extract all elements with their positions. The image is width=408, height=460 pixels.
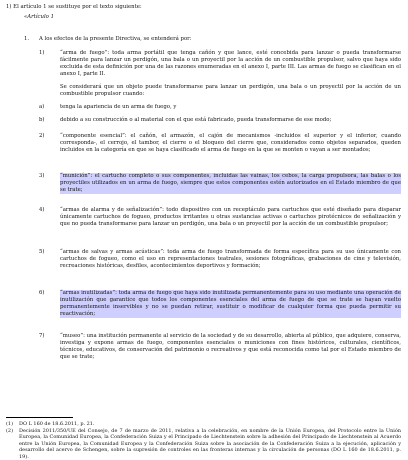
footnote-2-text: Decisión 2011/350/UE del Consejo, de 7 de marzo de 2011, relativa a la celebración, en nombre de la Unión Europea, del Protocolo entre la Unión Europea, la Comunidad Europea, la Confederación Suiza y el Principado de Liechtenstein sobre la adhesión del Principado de Liechtenstein al Acuerdo entre la Unión Europea, la Comunidad Europea y la Confederación Suiza sobre la asociación de la Confederación Suiza a la ejecución, aplicación y desarrollo del acervo de Schengen, sobre la supresión de controles en las fronteras internas y la circulación de personas (DO L 160 de 18.6.2011, p. 19).	[19, 428, 401, 460]
item-text-b: debido a su construcción o al material con el que está fabricado, pueda transformarse de ese modo;	[60, 117, 332, 123]
footnote-separator	[6, 417, 73, 418]
footnote-1	[6, 421, 401, 427]
item-text-6: “armas inutilizadas”: toda arma de fuego que haya sido inutilizada permanentemente para su uso mediante una operación de inutilización que garantice que todos los componentes esenciales del arma de fuego de que se trate se hayan vuelto permanentemente inservibles y no se puedan retirar, sustituir o modificar de cualquier forma que pueda permitir su reactivación;	[60, 290, 401, 318]
footnote-1-number: (1)	[6, 421, 13, 427]
item-text-3: “munición”: el cartucho completo o sus componentes, incluidas las vainas, los cebos, la carga propulsora, las balas o los proyectiles utilizados en un arma de fuego, siempre que estos componentes estén autorizados en el Estado miembro de que se trate;	[60, 173, 401, 194]
item-text-1: “arma de fuego”: toda arma portátil que tenga cañón y que lance, esté concebida para lanzar o pueda transformarse fácilmente para lanzar un perdigón, una bala o un proyectil por la acción de un combustible propulsor, salvo que haya sido excluida de esta definición por una de las razones enumeradas en el anexo I, parte III. Las armas de fuego se clasifican en el anexo I, parte II.	[60, 50, 401, 78]
item-continuation-1: Se considerará que un objeto puede transformarse para lanzar un perdigón, una bala o un proyectil por la acción de un combustible propulsor cuando:	[60, 84, 401, 98]
item-number-b: b)	[39, 117, 45, 123]
item-number-4: 4)	[39, 207, 45, 213]
paragraph-number: 1.	[24, 36, 30, 42]
footnote-2	[6, 428, 401, 460]
item-number-1: 1)	[39, 50, 45, 56]
footnote-2-number: (2)	[6, 428, 13, 434]
paragraph-text: A los efectos de la presente Directiva, se entenderá por:	[39, 36, 192, 42]
item-number-3: 3)	[39, 173, 45, 179]
item-number-a: a)	[39, 104, 45, 110]
item-number-2: 2)	[39, 133, 45, 139]
item-text-a: tenga la apariencia de un arma de fuego, y	[60, 104, 177, 110]
item-number-5: 5)	[39, 249, 45, 255]
item-number-6: 6)	[39, 290, 45, 296]
article-heading: «Artículo 1	[24, 14, 54, 20]
item-text-5: “armas de salvas y armas acústicas”: toda arma de fuego transformada de forma específica para su uso únicamente con cartuchos de fogueo, como el uso en representaciones teatrales, sesiones fotográficas, grabaciones de cine y televisión, recreaciones históricas, desfiles, acontecimientos deportivos y formación;	[60, 249, 401, 270]
item-number-7: 7)	[39, 333, 45, 339]
intro-line: 1) El artículo 1 se sustituye por el texto siguiente:	[6, 4, 142, 10]
item-text-7: “museo”: una institución permanente al servicio de la sociedad y de su desarrollo, abierta al público, que adquiere, conserva, investiga y expone armas de fuego, componentes esenciales o municiones con fines históricos, culturales, científicos, técnicos, educativos, de conservación del patrimonio o recreativos y que está reconocida como tal por el Estado miembro de que se trate;	[60, 333, 401, 361]
item-text-2: “componente esencial”: el cañón, el armazón, el cajón de mecanismos -incluidos el superior y el inferior, cuando corresponda-, el cerrojo, el tambor, el cierre o el bloqueo del cierre que, considerados como objetos separados, queden incluidos en la categoría en que se haya clasificado el arma de fuego en la que se monten o vayan a ser montados;	[60, 133, 401, 154]
footnote-1-text: DO L 160 de 18.6.2011, p. 21.	[19, 421, 95, 427]
item-text-4: “armas de alarma y de señalización”: todo dispositivo con un receptáculo para cartuchos que esté diseñado para disparar únicamente cartuchos de fogueo, productos irritantes u otras sustancias activas o cartuchos pirotécnicos de señalización y que no pueda transformarse para lanzar un perdigón, una bala o un proyectil por la acción de un combustible propulsor;	[60, 207, 401, 228]
